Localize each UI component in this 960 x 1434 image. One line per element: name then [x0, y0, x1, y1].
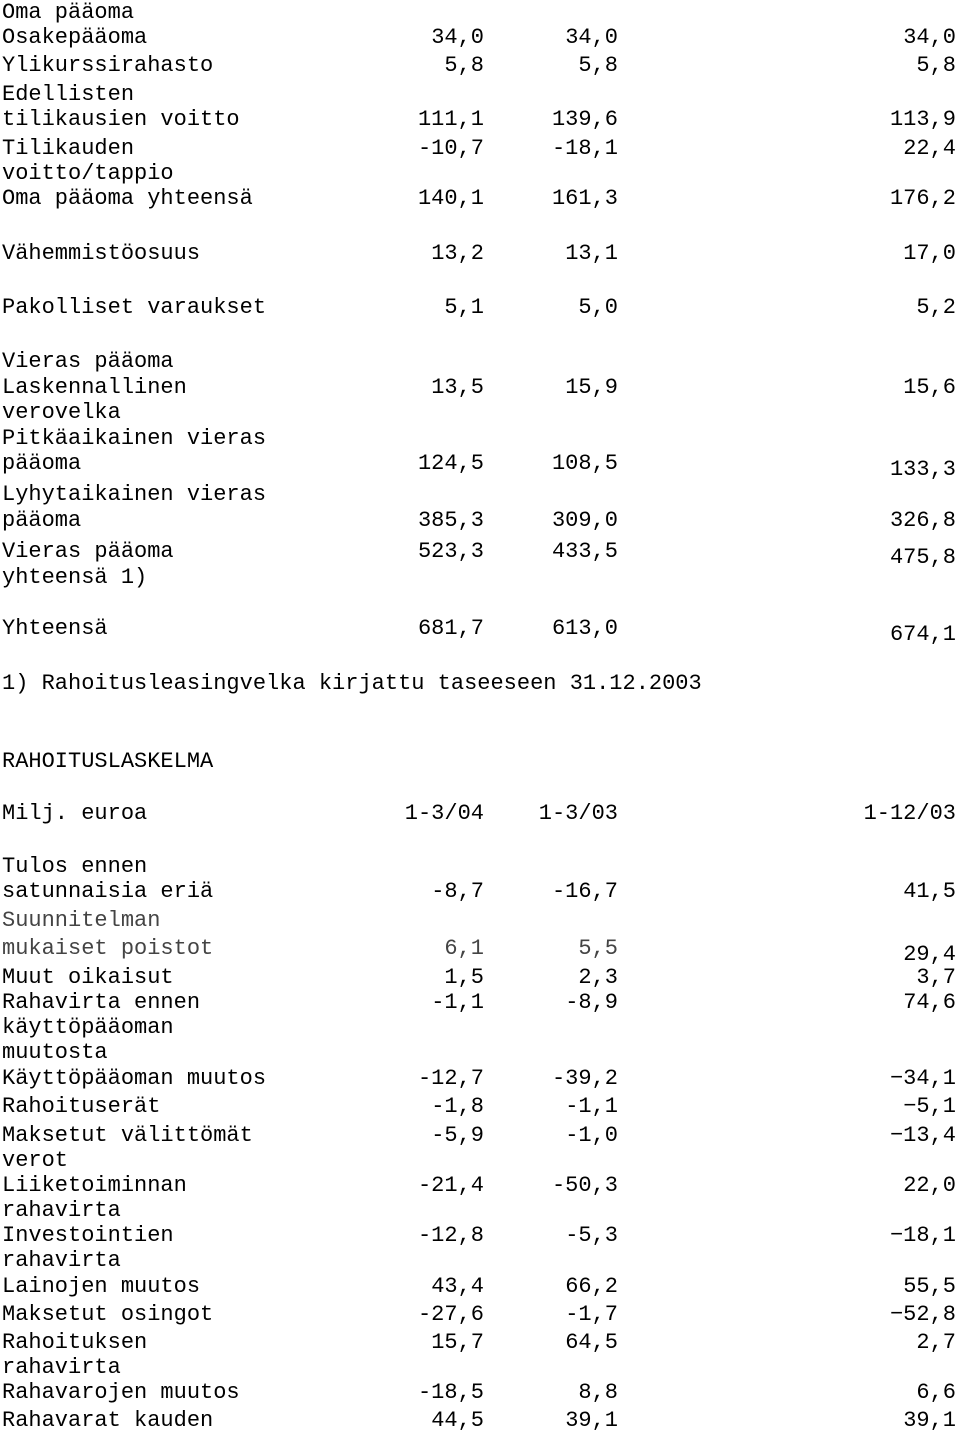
value-q1-2004: -12,7 — [417, 1066, 484, 1091]
table-row — [0, 1173, 960, 1198]
table-row — [0, 1274, 960, 1299]
value-q1-2003: -8,9 — [565, 990, 618, 1015]
row-label: Rahavarojen muutos — [2, 1380, 240, 1405]
table-row — [0, 1094, 960, 1119]
value-q1-2003: 139,6 — [551, 107, 618, 132]
value-q1-2003: -1,0 — [565, 1123, 618, 1148]
row-label: Maksetut osingot — [2, 1302, 214, 1327]
table-row — [0, 990, 960, 1015]
row-label: Muut oikaisut — [2, 965, 174, 990]
row-label: pääoma — [2, 508, 82, 533]
value-fy-2003: 6,6 — [916, 1380, 956, 1405]
column-header-q1-2003: 1-3/03 — [538, 801, 618, 826]
row-label: muutosta — [2, 1040, 108, 1065]
table-row — [0, 375, 960, 400]
value-q1-2004: -5,9 — [431, 1123, 484, 1148]
value-q1-2004: 13,5 — [431, 375, 484, 400]
value-q1-2003: 13,1 — [565, 241, 618, 266]
row-label: rahavirta — [2, 1198, 121, 1223]
table-row — [0, 1223, 960, 1248]
table-row — [0, 107, 960, 132]
row-label: verovelka — [2, 400, 121, 425]
value-q1-2004: 681,7 — [417, 616, 484, 641]
table-row — [0, 965, 960, 990]
value-fy-2003: −13,4 — [889, 1123, 956, 1148]
table-row — [0, 936, 960, 967]
row-label: Investointien — [2, 1223, 174, 1248]
table-row — [0, 908, 960, 933]
row-label: Vähemmistöosuus — [2, 241, 201, 266]
value-q1-2003: 2,3 — [578, 965, 618, 990]
value-fy-2003: 15,6 — [903, 375, 956, 400]
table-row — [0, 0, 960, 25]
row-label: tilikausien voitto — [2, 107, 240, 132]
value-fy-2003: −18,1 — [889, 1223, 956, 1248]
value-q1-2004: -27,6 — [417, 1302, 484, 1327]
table-row — [0, 400, 960, 425]
value-q1-2004: 140,1 — [417, 186, 484, 211]
column-header-fy-2003: 1-12/03 — [863, 801, 956, 826]
row-label: Tilikauden — [2, 136, 135, 161]
table-row — [0, 539, 960, 570]
value-q1-2004: -18,5 — [417, 1380, 484, 1405]
footnote: 1) Rahoitusleasingvelka kirjattu taseeseen 31.12.2003 — [2, 671, 702, 696]
row-label: Oma pääoma — [2, 0, 135, 25]
table-row — [0, 82, 960, 107]
value-q1-2004: 43,4 — [431, 1274, 484, 1299]
value-q1-2004: 15,7 — [431, 1330, 484, 1355]
value-q1-2003: -16,7 — [551, 879, 618, 904]
value-fy-2003: −34,1 — [889, 1066, 956, 1091]
value-fy-2003: 22,4 — [903, 136, 956, 161]
value-q1-2004: 5,8 — [444, 53, 484, 78]
table-row — [0, 1380, 960, 1405]
row-label: Laskennallinen — [2, 375, 187, 400]
row-label: Pitkäaikainen vieras — [2, 426, 267, 451]
row-label: Vieras pääoma — [2, 539, 174, 564]
value-q1-2003: 8,8 — [578, 1380, 618, 1405]
table-row — [0, 879, 960, 904]
value-q1-2004: -10,7 — [417, 136, 484, 161]
value-q1-2004: 6,1 — [444, 936, 484, 961]
row-label: Oma pääoma yhteensä — [2, 186, 253, 211]
value-fy-2003: 39,1 — [903, 1408, 956, 1433]
table-row — [0, 161, 960, 186]
value-q1-2004: 523,3 — [417, 539, 484, 564]
value-fy-2003: 41,5 — [903, 879, 956, 904]
row-label: voitto/tappio — [2, 161, 174, 186]
value-q1-2004: 34,0 — [431, 25, 484, 50]
table-row — [0, 295, 960, 320]
row-label: Pakolliset varaukset — [2, 295, 267, 320]
value-q1-2003: 39,1 — [565, 1408, 618, 1433]
value-fy-2003: 176,2 — [889, 186, 956, 211]
value-q1-2003: 5,8 — [578, 53, 618, 78]
row-label: verot — [2, 1148, 69, 1173]
value-q1-2004: -8,7 — [431, 879, 484, 904]
value-q1-2003: 433,5 — [551, 539, 618, 564]
value-fy-2003: 674,1 — [889, 622, 956, 647]
value-fy-2003: −52,8 — [889, 1302, 956, 1327]
value-q1-2003: 309,0 — [551, 508, 618, 533]
value-q1-2003: -1,7 — [565, 1302, 618, 1327]
value-q1-2003: 64,5 — [565, 1330, 618, 1355]
value-fy-2003: 326,8 — [889, 508, 956, 533]
row-label: Rahavirta ennen — [2, 990, 201, 1015]
table-row — [0, 186, 960, 211]
table-row — [0, 616, 960, 647]
row-label: Suunnitelman — [2, 908, 161, 933]
row-label: Rahavarat kauden — [2, 1408, 214, 1433]
table-row — [0, 482, 960, 507]
column-header-q1-2004: 1-3/04 — [404, 801, 484, 826]
table-row — [0, 241, 960, 266]
row-label: yhteensä 1) — [2, 565, 148, 590]
value-q1-2003: 66,2 — [565, 1274, 618, 1299]
value-fy-2003: 133,3 — [889, 457, 956, 482]
cashflow-title: RAHOITUSLASKELMA — [2, 749, 214, 774]
value-q1-2004: 124,5 — [417, 451, 484, 476]
value-fy-2003: 5,2 — [916, 295, 956, 320]
value-q1-2003: -5,3 — [565, 1223, 618, 1248]
row-label: Rahoituserät — [2, 1094, 161, 1119]
table-row — [0, 1066, 960, 1091]
row-label: Lainojen muutos — [2, 1274, 201, 1299]
table-row — [0, 53, 960, 78]
row-label: käyttöpääoman — [2, 1015, 174, 1040]
table-row — [0, 1198, 960, 1223]
row-label: Käyttöpääoman muutos — [2, 1066, 267, 1091]
unit-label: Milj. euroa — [2, 801, 148, 826]
value-q1-2003: -18,1 — [551, 136, 618, 161]
row-label: rahavirta — [2, 1248, 121, 1273]
table-row — [0, 1355, 960, 1380]
table-row — [0, 25, 960, 50]
value-fy-2003: 3,7 — [916, 965, 956, 990]
row-label: Osakepääoma — [2, 25, 148, 50]
value-q1-2003: 161,3 — [551, 186, 618, 211]
value-q1-2003: 613,0 — [551, 616, 618, 641]
table-row — [0, 854, 960, 879]
value-q1-2004: -12,8 — [417, 1223, 484, 1248]
table-row — [0, 1408, 960, 1433]
row-label: mukaiset poistot — [2, 936, 214, 961]
table-row — [0, 1302, 960, 1327]
row-label: Tulos ennen — [2, 854, 148, 879]
value-q1-2003: 34,0 — [565, 25, 618, 50]
row-label: rahavirta — [2, 1355, 121, 1380]
value-q1-2004: 385,3 — [417, 508, 484, 533]
row-label: pääoma — [2, 451, 82, 476]
row-label: Rahoituksen — [2, 1330, 148, 1355]
value-q1-2004: 5,1 — [444, 295, 484, 320]
table-row — [0, 1123, 960, 1148]
table-row — [0, 451, 960, 482]
row-label: Yhteensä — [2, 616, 108, 641]
value-q1-2003: 108,5 — [551, 451, 618, 476]
value-fy-2003: 113,9 — [889, 107, 956, 132]
row-label: Vieras pääoma — [2, 349, 174, 374]
value-fy-2003: 17,0 — [903, 241, 956, 266]
table-row — [0, 565, 960, 590]
value-fy-2003: 55,5 — [903, 1274, 956, 1299]
value-fy-2003: −5,1 — [903, 1094, 956, 1119]
table-row — [0, 349, 960, 374]
row-label: satunnaisia eriä — [2, 879, 214, 904]
value-q1-2004: -1,1 — [431, 990, 484, 1015]
value-q1-2004: -1,8 — [431, 1094, 484, 1119]
value-q1-2003: 5,5 — [578, 936, 618, 961]
row-label: Ylikurssirahasto — [2, 53, 214, 78]
table-row — [0, 1330, 960, 1355]
value-q1-2003: -39,2 — [551, 1066, 618, 1091]
cashflow-header-row — [0, 801, 960, 826]
value-fy-2003: 5,8 — [916, 53, 956, 78]
table-row — [0, 136, 960, 161]
value-q1-2004: 13,2 — [431, 241, 484, 266]
table-row — [0, 1148, 960, 1173]
value-fy-2003: 22,0 — [903, 1173, 956, 1198]
table-row — [0, 1015, 960, 1040]
row-label: Lyhytaikainen vieras — [2, 482, 267, 507]
table-row — [0, 1040, 960, 1065]
value-fy-2003: 74,6 — [903, 990, 956, 1015]
value-fy-2003: 475,8 — [889, 545, 956, 570]
value-q1-2003: 5,0 — [578, 295, 618, 320]
value-q1-2003: -1,1 — [565, 1094, 618, 1119]
value-q1-2004: -21,4 — [417, 1173, 484, 1198]
row-label: Liiketoiminnan — [2, 1173, 187, 1198]
value-q1-2004: 111,1 — [417, 107, 484, 132]
value-fy-2003: 34,0 — [903, 25, 956, 50]
table-row — [0, 508, 960, 533]
value-fy-2003: 2,7 — [916, 1330, 956, 1355]
row-label: Maksetut välittömät — [2, 1123, 253, 1148]
value-q1-2004: 1,5 — [444, 965, 484, 990]
value-q1-2003: 15,9 — [565, 375, 618, 400]
value-q1-2003: -50,3 — [551, 1173, 618, 1198]
row-label: Edellisten — [2, 82, 135, 107]
table-row — [0, 426, 960, 451]
table-row — [0, 1248, 960, 1273]
value-q1-2004: 44,5 — [431, 1408, 484, 1433]
value-fy-2003: 29,4 — [903, 942, 956, 967]
